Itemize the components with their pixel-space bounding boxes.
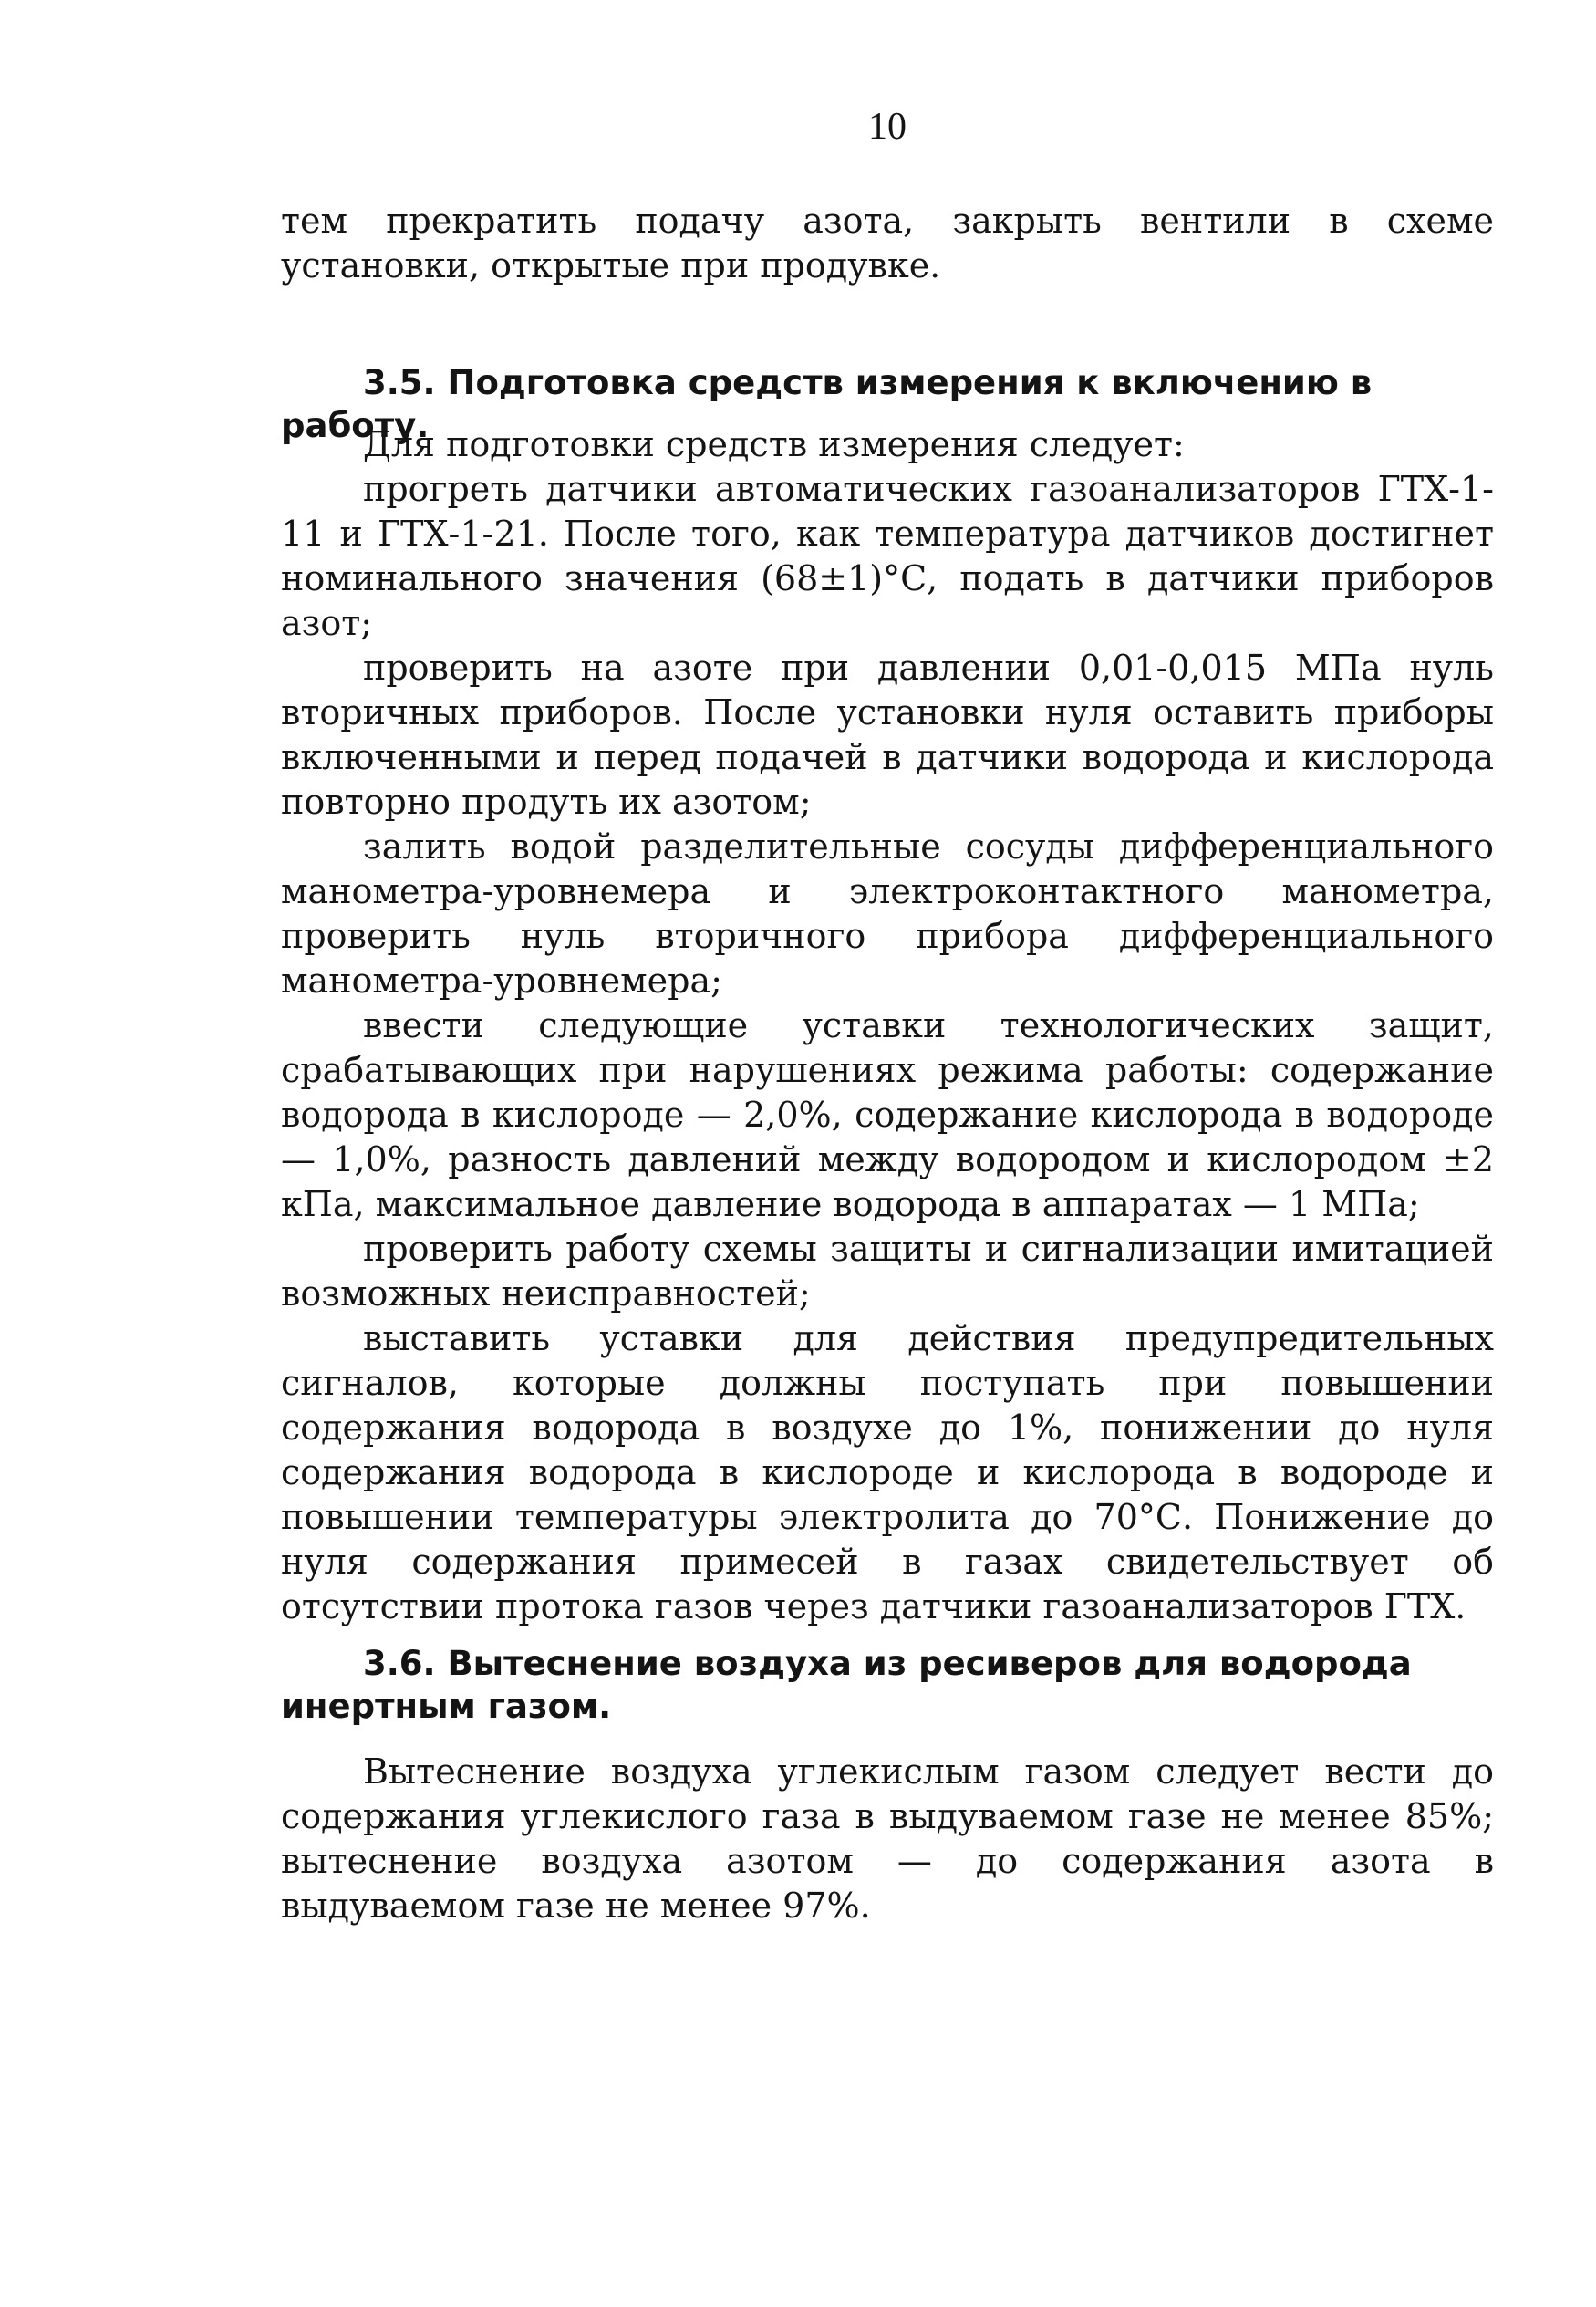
section-3-5-item-3: залить водой разделительные сосуды дифференциального манометра-уровнемера и электроконтактного манометра, проверить нуль вторичного прибора дифференциального манометра-уровнемера; xyxy=(281,826,1494,1001)
section-3-5-item-4: ввести следующие уставки технологических защит, срабатывающих при нарушениях режима работы: содержание водорода в кислороде — 2,0%, содержание кислорода в водороде — 1,0%, разность давлений между водородом и кислородом ±2 кПа, максимальное давление водорода в аппаратах — 1 МПа; xyxy=(281,1005,1494,1224)
section-3-5-item-6: выставить уставки для действия предупредительных сигналов, которые должны поступать при повышении содержания водорода в воздухе до 1%, понижении до нуля содержания водорода в кислороде и кислорода в водороде и повышении температуры электролита до 70°С. Понижение до нуля содержания примесей в газах свидетельствует об отсутствии протока газов через датчики газоанализаторов ГТХ. xyxy=(281,1318,1494,1626)
section-3-6-heading: 3.6. Вытеснение воздуха из ресиверов для водорода инертным газом. xyxy=(281,1644,1412,1726)
intro-paragraph: тем прекратить подачу азота, закрыть вентили в схеме установки, открытые при продувке. xyxy=(281,201,1494,286)
section-3-5-item-2: проверить на азоте при давлении 0,01-0,015 МПа нуль вторичных приборов. После установки нуля оставить приборы включенными и перед подачей в датчики водорода и кислорода повторно продуть их азотом; xyxy=(281,648,1494,822)
intro-block xyxy=(281,199,1494,288)
section-3-6-body xyxy=(281,1750,1494,1928)
section-3-5-lead: Для подготовки средств измерения следует: xyxy=(363,424,1185,464)
page-number: 10 xyxy=(868,106,907,148)
section-3-5-item-1: прогреть датчики автоматических газоанализаторов ГТХ-1-11 и ГТХ-1-21. После того, как температура датчиков достигнет номинального значения (68±1)°С, подать в датчики приборов азот; xyxy=(281,469,1494,643)
section-3-5-item-5: проверить работу схемы защиты и сигнализации имитацией возможных неисправностей; xyxy=(281,1229,1494,1314)
section-3-6-paragraph: Вытеснение воздуха углекислым газом следует вести до содержания углекислого газа в выдуваемом газе не менее 85%; вытеснение воздуха азотом — до содержания азота в выдуваемом газе не менее 97%. xyxy=(281,1751,1494,1926)
section-3-5-heading: 3.5. Подготовка средств измерения к включению в работу. xyxy=(281,363,1373,445)
section-3-6 xyxy=(281,1642,1494,1728)
section-3-5-body xyxy=(281,422,1494,1629)
